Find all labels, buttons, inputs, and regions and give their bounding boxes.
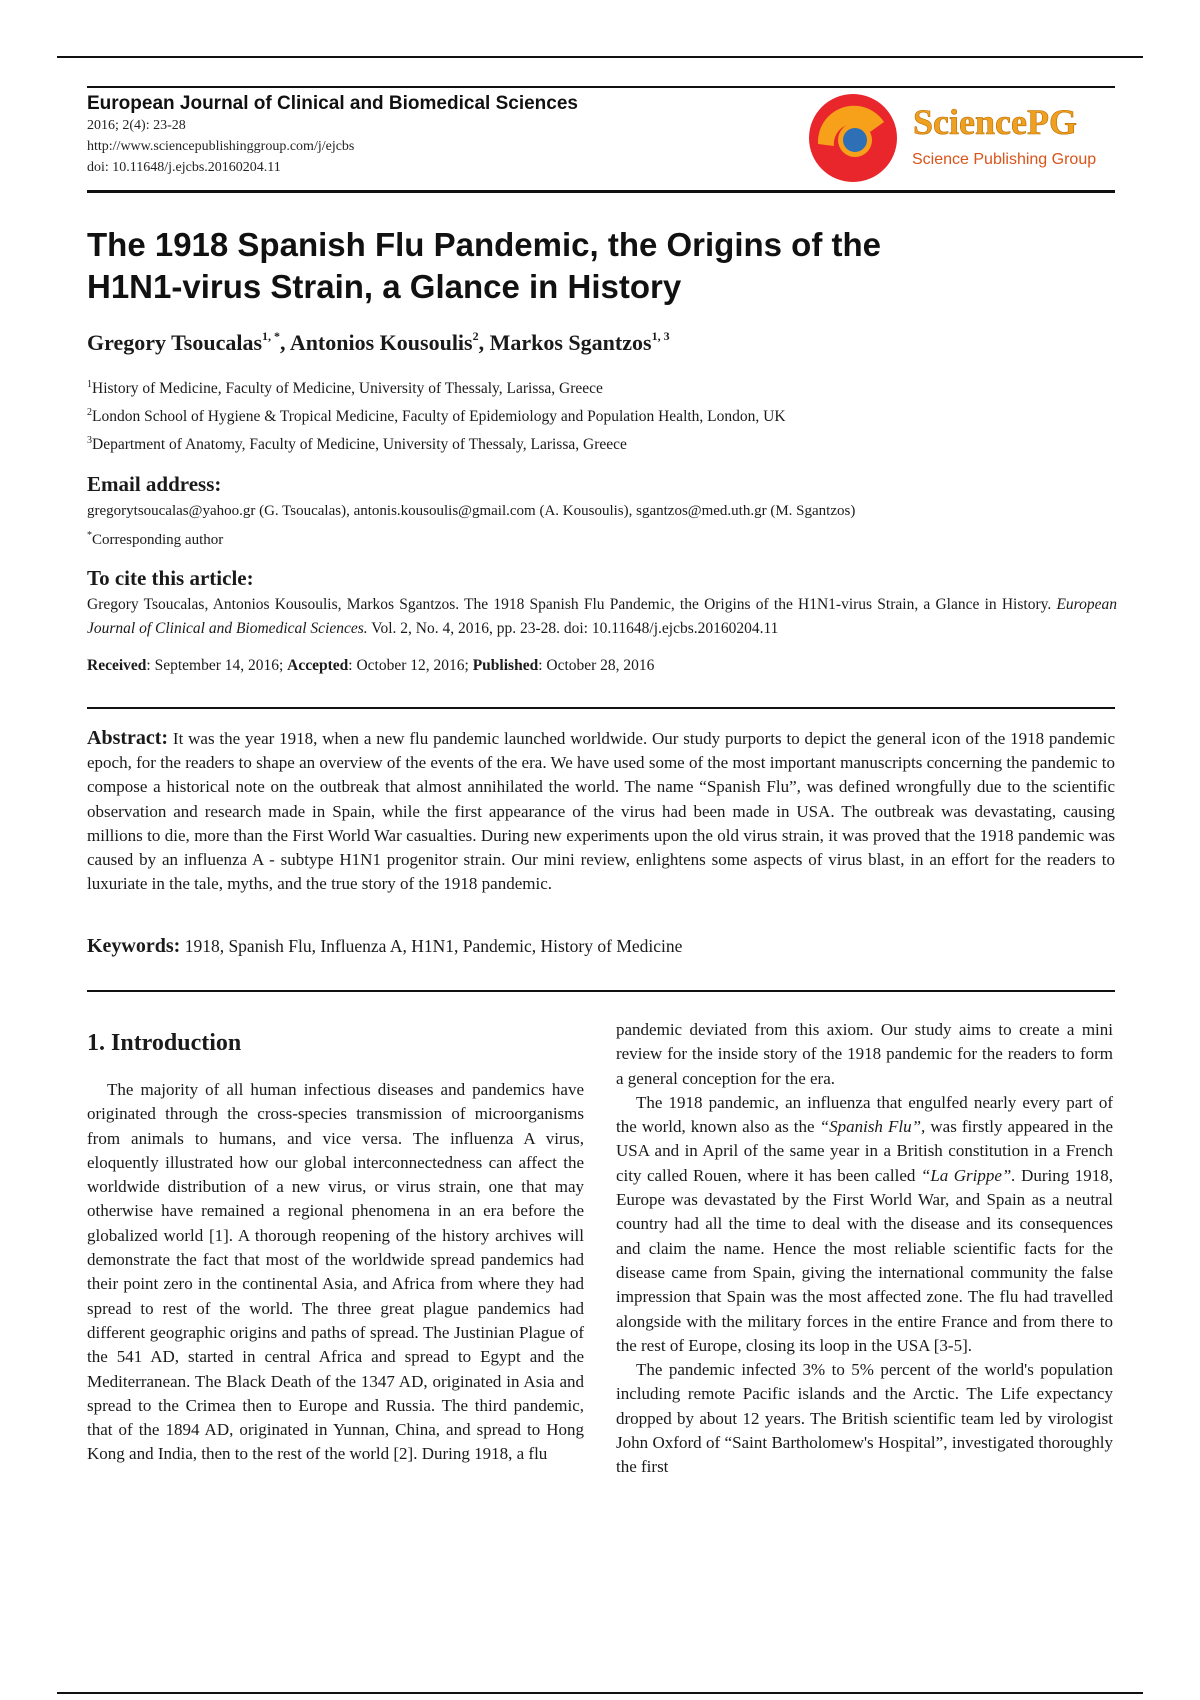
article-title (87, 224, 1117, 308)
affiliation-3 (87, 436, 627, 454)
affiliation-text: Department of Anatomy, Faculty of Medicine, University of Thessaly, Larissa, Greece (92, 436, 627, 453)
accepted-date: : October 12, 2016; (348, 657, 473, 674)
author-affiliation-marker: 2 (472, 329, 479, 343)
keywords-text: 1918, Spanish Flu, Influenza A, H1N1, Pandemic, History of Medicine (180, 936, 683, 956)
header-top-rule (87, 86, 1115, 88)
journal-issue: 2016; 2(4): 23-28 (87, 118, 186, 133)
abstract-label: Abstract: (87, 727, 169, 749)
journal-doi: doi: 10.11648/j.ejcbs.20160204.11 (87, 160, 281, 175)
citation-authors-title: Gregory Tsoucalas, Antonios Kousoulis, Markos Sgantzos. The 1918 Spanish Flu Pandemic, the Origins of the H1N1-virus Strain, a Glance in History. (87, 596, 1057, 613)
abstract-top-rule (87, 707, 1115, 709)
body-paragraph: The pandemic infected 3% to 5% percent of the world's population including remote Pacific islands and the Arctic. The Life expectancy dropped by about 12 years. The British scientific team led by virologist John Oxford of “Saint Bartholomew's Hospital”, investigated thoroughly the first (616, 1360, 1113, 1477)
citation-details: Vol. 2, No. 4, 2016, pp. 23-28. doi: 10.11648/j.ejcbs.20160204.11 (367, 620, 779, 637)
abstract-bottom-rule (87, 990, 1115, 992)
paragraph-text: was firstly appeared in the USA and in April of the same year in a British constitution in a French city called Rouen, where it has been called (616, 1117, 1113, 1185)
author-list: Gregory Tsoucalas$^{1, *}$, Antonios Kousoulis$^2$, Markos Sgantzos$^{1, 3}$ (87, 329, 670, 355)
affiliation-2 (87, 408, 786, 426)
author-name: Antonios Kousoulis (289, 330, 473, 355)
paragraph-text: During 1918, Europe was devastated by the First World War, and Spain as a neutral country had all the time to deal with the disease and its consequences and claim the name. Hence the most reliable scientific facts for the disease came from Spain, giving the international community the false impression that Spain was the most affected zone. The flu had travelled alongside with the military forces in the entire France and from there to the rest of Europe, closing its loop in the USA [3-5]. (616, 1165, 1113, 1355)
email-heading: Email address: (87, 472, 222, 496)
logo-wordmark: SciencePG (913, 102, 1077, 142)
paragraph-emphasis: “La Grippe”. (920, 1165, 1016, 1185)
page-bottom-rule (57, 1692, 1143, 1694)
author-affiliation-marker: 1, 3 (651, 329, 670, 343)
body-column-right (616, 1018, 1113, 1480)
citation-journal: European Journal of Clinical and Biomedical Sciences. (87, 596, 1117, 637)
body-paragraph: pandemic deviated from this axiom. Our study aims to create a mini review for the inside story of the 1918 pandemic for the readers to form a general conception for the era. (616, 1020, 1113, 1088)
received-date: : September 14, 2016; (146, 657, 288, 674)
title-line-2: H1N1-virus Strain, a Glance in History (87, 268, 682, 305)
published-label: Published (472, 657, 539, 674)
logo-tagline: Science Publishing Group (912, 151, 1097, 168)
keywords-label: Keywords: (87, 935, 181, 957)
affiliation-text: London School of Hygiene & Tropical Medicine, Faculty of Epidemiology and Population Health, London, UK (92, 408, 786, 425)
journal-name: European Journal of Clinical and Biomedical Sciences (87, 93, 578, 114)
section-heading-introduction: 1. Introduction (87, 1030, 242, 1056)
accepted-label: Accepted (287, 657, 349, 674)
journal-url[interactable]: http://www.sciencepublishinggroup.com/j/ejcbs (87, 139, 355, 154)
citation-text (87, 593, 1117, 641)
page-top-rule (57, 56, 1143, 58)
body-column-left (87, 1078, 584, 1467)
corresponding-text: Corresponding author (92, 532, 224, 548)
sciencepg-logo-graphic (808, 92, 1108, 186)
affiliation-number: 2 (87, 407, 92, 418)
abstract-text: It was the year 1918, when a new flu pandemic launched worldwide. Our study purports to depict the general icon of the 1918 pandemic epoch, for the readers to shape an overview of the events of the era. We have used some of the most important manuscripts concerning the pandemic to compose a historical note on the outbreak that almost annihilated the world. The name “Spanish Flu”, was defined wrongfully due to the scientific observation and research made in Spain, while the first appearance of the virus had been made in USA. The outbreak was devastating, causing millions to die, more than the First World War casualties. During new experiments upon the old virus strain, it was proved that the 1918 pandemic was caused by an influenza A - subtype H1N1 progenitor strain. Our mini review, enlightens some aspects of virus blast, in an effort for the readers to luxuriate in the tale, myths, and the true story of the 1918 pandemic. (87, 729, 1115, 894)
corresponding-author-note (87, 530, 223, 549)
sciencepg-logo (808, 92, 1108, 186)
article-dates (87, 657, 654, 675)
author-name: Markos Sgantzos (489, 330, 652, 355)
body-paragraph: The majority of all human infectious diseases and pandemics have originated through the cross-species transmission of microorganisms from animals to humans, and vice versa. The influenza A virus, eloquently illustrated how our global interconnectedness can affect the worldwide distribution of a new virus, or virus strain, one that may otherwise have remained a regional phenomena in an era before the globalized world [1]. A thorough reopening of the history archives will demonstrate the fact that most of the worldwide spread pandemics had their point zero in the continental Asia, and Africa from where they had spread to rest of the world. The three great plague pandemics had different geographic origins and paths of spread. The Justinian Plague of the 541 AD, started in central Africa and spread to Egypt and the Mediterranean. The Black Death of the 1347 AD, originated in Asia and spread to the Crimea then to Europe and Russia. The third pandemic, that of the 1894 AD, originated in Yunnan, China, and spread to Hong Kong and India, then to the rest of the world [2]. During 1918, a flu (87, 1080, 584, 1464)
received-label: Received (87, 657, 147, 674)
corresponding-mark: * (87, 530, 92, 541)
affiliation-number: 3 (87, 435, 92, 446)
affiliation-number: 1 (87, 379, 92, 390)
email-addresses[interactable]: gregorytsoucalas@yahoo.gr (G. Tsoucalas), antonis.kousoulis@gmail.com (A. Kousoulis), sgantzos@med.uth.gr (M. Sgantzos) (87, 503, 856, 519)
published-date: : October 28, 2016 (538, 657, 655, 674)
cite-heading: To cite this article: (87, 566, 254, 590)
author-affiliation-marker: 1, * (262, 329, 281, 343)
author-name: Gregory Tsoucalas (87, 330, 263, 355)
paragraph-text: The 1918 pandemic, an influenza that engulfed nearly every part of the world, known also as the (616, 1092, 1113, 1137)
body-paragraph (616, 1091, 1113, 1358)
abstract (87, 726, 1115, 896)
affiliation-text: History of Medicine, Faculty of Medicine, University of Thessaly, Larissa, Greece (92, 380, 603, 397)
keywords (87, 935, 682, 958)
affiliation-1 (87, 380, 603, 398)
title-line-1: The 1918 Spanish Flu Pandemic, the Origins of the (87, 226, 881, 263)
logo-core (843, 128, 867, 152)
header-bottom-rule (87, 190, 1115, 193)
paragraph-emphasis: “Spanish Flu”, (819, 1117, 926, 1137)
